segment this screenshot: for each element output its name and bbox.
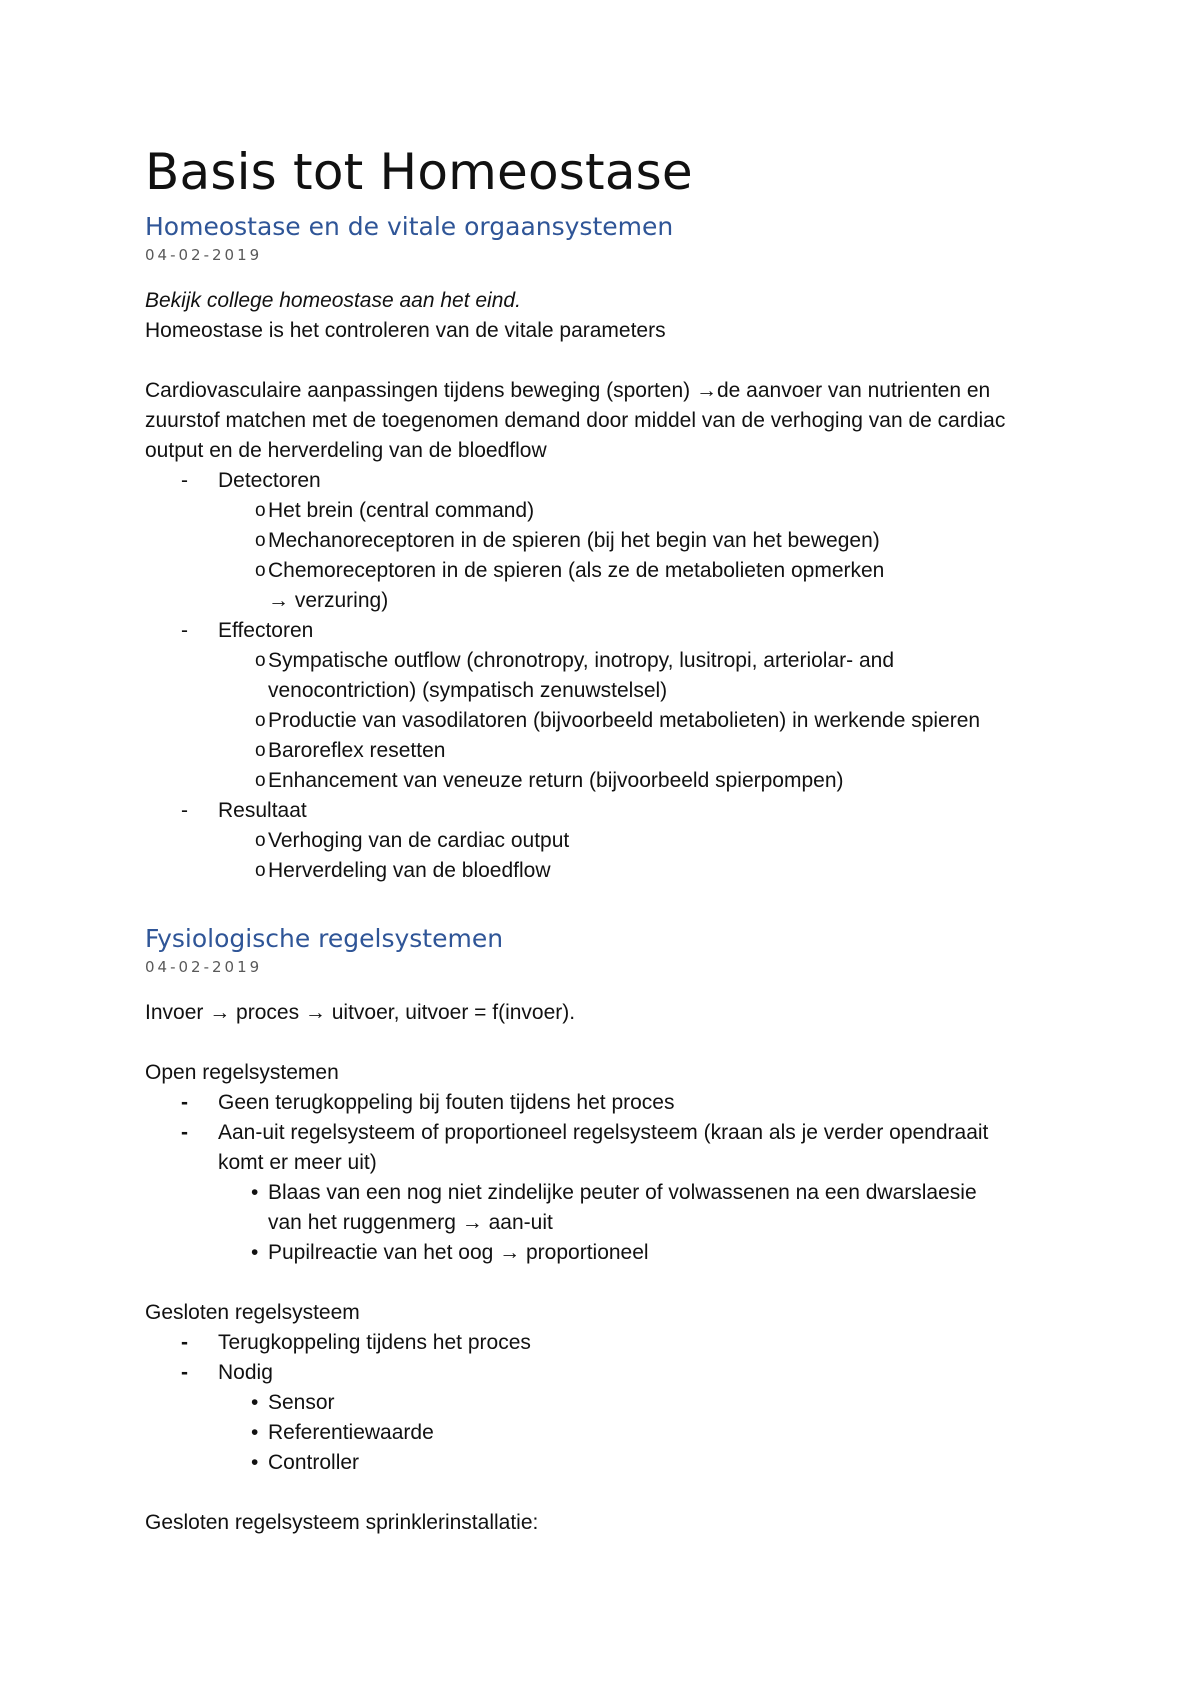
list-item [145, 526, 1065, 556]
formula-line: Invoer → proces → uitvoer, uitvoer = f(invoer). [145, 1001, 576, 1024]
cardio-paragraph: Cardiovasculaire aanpassingen tijdens beweging (sporten) →de aanvoer van nutrienten en zuurstof matchen met de toegenomen demand door middel van de verhoging van de cardiac output en de herverdeling van de bloedflow [145, 379, 1006, 462]
section-date: 04-02-2019 [145, 958, 263, 976]
list-item-resultaat [145, 796, 1065, 826]
bullet-marker: • [251, 1181, 259, 1204]
list-item [145, 646, 1065, 706]
list-item [145, 706, 1065, 736]
cardio-list [145, 796, 1065, 826]
list-item [145, 1418, 1065, 1448]
circle-marker: o [255, 560, 266, 581]
list-item [145, 1448, 1065, 1478]
list-item [145, 556, 1065, 616]
cardio-list [145, 616, 1065, 646]
circle-marker: o [255, 650, 266, 671]
dash-marker: - [181, 1361, 188, 1384]
spacer [145, 346, 1065, 376]
circle-marker: o [255, 740, 266, 761]
list-item-effectoren [145, 616, 1065, 646]
cardio-list [145, 466, 1065, 496]
list-item [145, 1328, 1065, 1358]
closed-title: Gesloten regelsysteem [145, 1301, 360, 1324]
open-sublist [145, 1178, 1065, 1268]
list-item-text: Baroreflex resetten [268, 739, 446, 762]
list-item-text: Productie van vasodilatoren (bijvoorbeeld metabolieten) in werkende spieren [268, 709, 981, 732]
circle-marker: o [255, 710, 266, 731]
bullet-marker: • [251, 1451, 259, 1474]
list-item [145, 1088, 1065, 1118]
dash-marker: - [181, 1331, 188, 1354]
list-item-text: Enhancement van veneuze return (bijvoorbeeld spierpompen) [268, 769, 844, 792]
closed-list [145, 1328, 1065, 1388]
spacer [145, 1268, 1065, 1298]
dash-marker: - [181, 1091, 188, 1114]
document-page [145, 140, 1065, 1538]
list-item [145, 1118, 1065, 1178]
list-item-text: Referentiewaarde [268, 1421, 434, 1444]
list-item-text: Aan-uit regelsysteem of proportioneel regelsysteem (kraan als je verder opendraait komt er meer uit) [218, 1121, 989, 1174]
list-item [145, 1238, 1065, 1268]
list-item-text: Verhoging van de cardiac output [268, 829, 570, 852]
list-item [145, 856, 1065, 886]
closed-sublist [145, 1388, 1065, 1478]
sprinkler-line: Gesloten regelsysteem sprinklerinstallatie: [145, 1511, 539, 1534]
detectoren-sublist [145, 496, 1065, 616]
list-item-label: Detectoren [218, 469, 321, 492]
list-item [145, 1178, 1065, 1238]
list-item [145, 1388, 1065, 1418]
list-item [145, 496, 1065, 526]
list-item-text: Mechanoreceptoren in de spieren (bij het begin van het bewegen) [268, 529, 880, 552]
list-item-text: Terugkoppeling tijdens het proces [218, 1331, 531, 1354]
dash-marker: - [181, 1121, 188, 1144]
circle-marker: o [255, 500, 266, 521]
list-item [145, 766, 1065, 796]
circle-marker: o [255, 770, 266, 791]
open-title: Open regelsystemen [145, 1061, 339, 1084]
intro-definition: Homeostase is het controleren van de vitale parameters [145, 319, 666, 342]
document-title: Basis tot Homeostase [145, 143, 693, 201]
list-item-text: Blaas van een nog niet zindelijke peuter of volwassenen na een dwarslaesie van het ruggenmerg → aan-uit [268, 1181, 977, 1234]
list-item-text: Chemoreceptoren in de spieren (als ze de metabolieten opmerken → verzuring) [268, 559, 885, 612]
list-item-label: Effectoren [218, 619, 314, 642]
list-item [145, 736, 1065, 766]
list-item-detectoren [145, 466, 1065, 496]
list-item-text: Sympatische outflow (chronotropy, inotropy, lusitropi, arteriolar- and venocontriction) (sympatisch zenuwstelsel) [268, 649, 895, 702]
list-item-text: Sensor [268, 1391, 335, 1414]
bullet-marker: • [251, 1421, 259, 1444]
effectoren-sublist [145, 646, 1065, 796]
list-item-text: Nodig [218, 1361, 273, 1384]
list-item-text: Controller [268, 1451, 360, 1474]
circle-marker: o [255, 530, 266, 551]
section-heading-regelsystemen: Fysiologische regelsystemen [145, 924, 504, 953]
bullet-marker: • [251, 1391, 259, 1414]
list-item-text: Geen terugkoppeling bij fouten tijdens het proces [218, 1091, 675, 1114]
intro-note: Bekijk college homeostase aan het eind. [145, 289, 521, 312]
list-item-text: Pupilreactie van het oog → proportioneel [268, 1241, 649, 1264]
list-item [145, 1358, 1065, 1388]
dash-marker: - [181, 469, 188, 492]
section-date: 04-02-2019 [145, 246, 263, 264]
open-list [145, 1088, 1065, 1178]
spacer [145, 1478, 1065, 1508]
list-item-text: Herverdeling van de bloedflow [268, 859, 551, 882]
dash-marker: - [181, 619, 188, 642]
spacer [145, 1028, 1065, 1058]
list-item-text: Het brein (central command) [268, 499, 535, 522]
resultaat-sublist [145, 826, 1065, 886]
dash-marker: - [181, 799, 188, 822]
list-item-label: Resultaat [218, 799, 307, 822]
circle-marker: o [255, 830, 266, 851]
circle-marker: o [255, 860, 266, 881]
section-heading-homeostase: Homeostase en de vitale orgaansystemen [145, 212, 674, 241]
bullet-marker: • [251, 1241, 259, 1264]
list-item [145, 826, 1065, 856]
